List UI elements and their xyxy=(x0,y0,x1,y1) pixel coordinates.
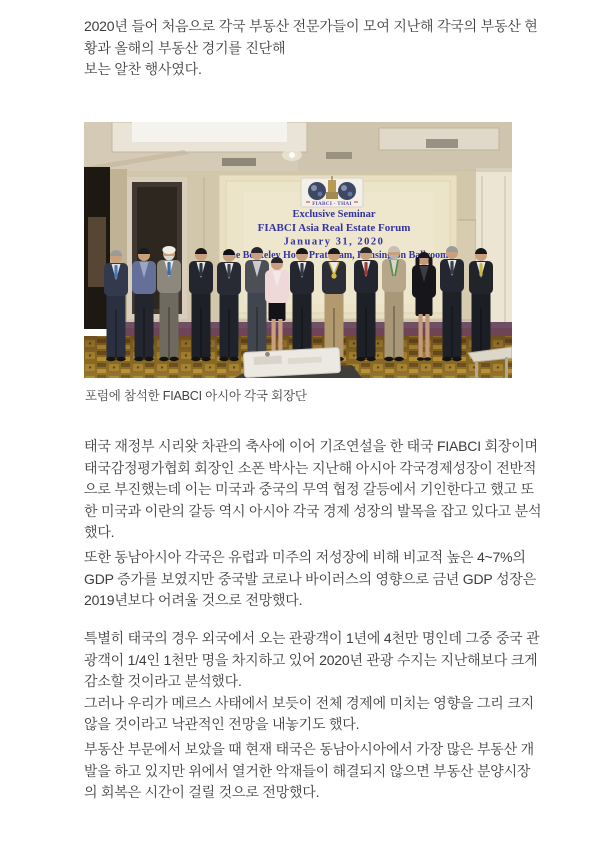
paragraph-keynote xyxy=(84,436,542,544)
person xyxy=(382,246,406,361)
text-line: 으로 부진했는데 이는 미국과 중국의 무역 협정 갈등에서 기인한다고 했고 또 xyxy=(84,481,534,498)
banner-line-3: January 31, 2020 xyxy=(283,236,385,248)
photo-caption: 포럼에 참석한 FIABCI 아시아 각국 회장단 xyxy=(85,389,307,403)
person xyxy=(157,246,181,361)
person xyxy=(189,248,213,361)
text-line: 특별히 태국의 경우 외국에서 오는 관광객이 1년에 4천만 명인데 그중 중국 관 xyxy=(84,630,540,646)
text-line: 광객이 1/4인 1천만 명을 차지하고 있어 2020년 관광 수지는 지난해보다 크게 xyxy=(84,651,538,668)
text-line: 부동산 부문에서 보았을 때 현재 태국은 동남아시아에서 가장 많은 부동산 개 xyxy=(84,741,534,757)
person xyxy=(322,248,346,361)
text-line: 않을 것이라고 낙관적인 전망을 내놓기도 했다. xyxy=(84,716,360,733)
text-line: 그러나 우리가 메르스 사태에서 보듯이 전체 경제에 미치는 영향을 그리 크지 xyxy=(84,694,534,711)
text-line: 의 회복은 시간이 걸릴 것으로 전망했다. xyxy=(84,784,320,801)
globe-icon xyxy=(338,182,356,200)
banner-line-2: FIABCI Asia Real Estate Forum xyxy=(257,222,411,234)
person xyxy=(440,246,464,361)
text-line: 2019년보다 어려울 것으로 전망했다. xyxy=(84,592,303,609)
fiabci-thai-logo xyxy=(301,176,363,207)
person xyxy=(217,249,241,361)
paragraph-realestate xyxy=(84,739,534,804)
text-line: 태국 재정부 시리왓 차관의 축사에 이어 기조연설을 한 태국 FIABCI 회장이며 xyxy=(84,438,538,454)
text-line: 또한 동남아시아 각국은 유럽과 미주의 저성장에 비해 비교적 높은 4~7%의 xyxy=(84,549,526,565)
text-line: 했다. xyxy=(84,524,115,541)
ceiling xyxy=(84,122,512,174)
person xyxy=(132,248,156,361)
banner-line-4: Hotel Kensington xyxy=(283,250,407,261)
paragraph-intro xyxy=(84,16,538,81)
person xyxy=(354,247,378,361)
text-line: 발을 하고 있지만 위에서 열거한 악재들이 해결되지 않으면 부동산 분양시장 xyxy=(84,762,531,779)
person xyxy=(290,248,314,361)
text-line: 2020년 들어 처음으로 각국 부동산 전문가들이 모여 지난해 각국의 부동산 현 xyxy=(84,18,538,34)
text-line: 감소할 것이라고 분석했다. xyxy=(84,673,242,690)
banner-line-1: Exclusive Seminar xyxy=(292,209,376,220)
person xyxy=(104,250,128,361)
text-line: GDP 증가를 보였지만 중국발 코로나 바이러스의 영향으로 금년 GDP 성장은 xyxy=(84,570,536,587)
seminar-photo-figure xyxy=(84,122,512,378)
text-line: 황과 올해의 부동산 경기를 진단해 xyxy=(84,39,286,56)
seminar-photo xyxy=(84,122,512,378)
globe-icon xyxy=(308,182,326,200)
paragraph-tourism xyxy=(84,628,540,736)
text-line: 태국감정평가협회 회장인 소폰 박사는 지난해 아시아 각국경제성장이 전반적 xyxy=(84,459,537,476)
person xyxy=(245,247,269,361)
text-line: 보는 알찬 행사였다. xyxy=(84,61,202,78)
logo-text: FIABCI - THAI xyxy=(312,201,352,207)
paragraph-gdp xyxy=(84,547,534,612)
person xyxy=(469,248,493,361)
text-line: 한 미국과 이란의 갈등 역시 아시아 각국 경제 성장의 발목을 잡고 있다고 분석 xyxy=(84,502,542,519)
